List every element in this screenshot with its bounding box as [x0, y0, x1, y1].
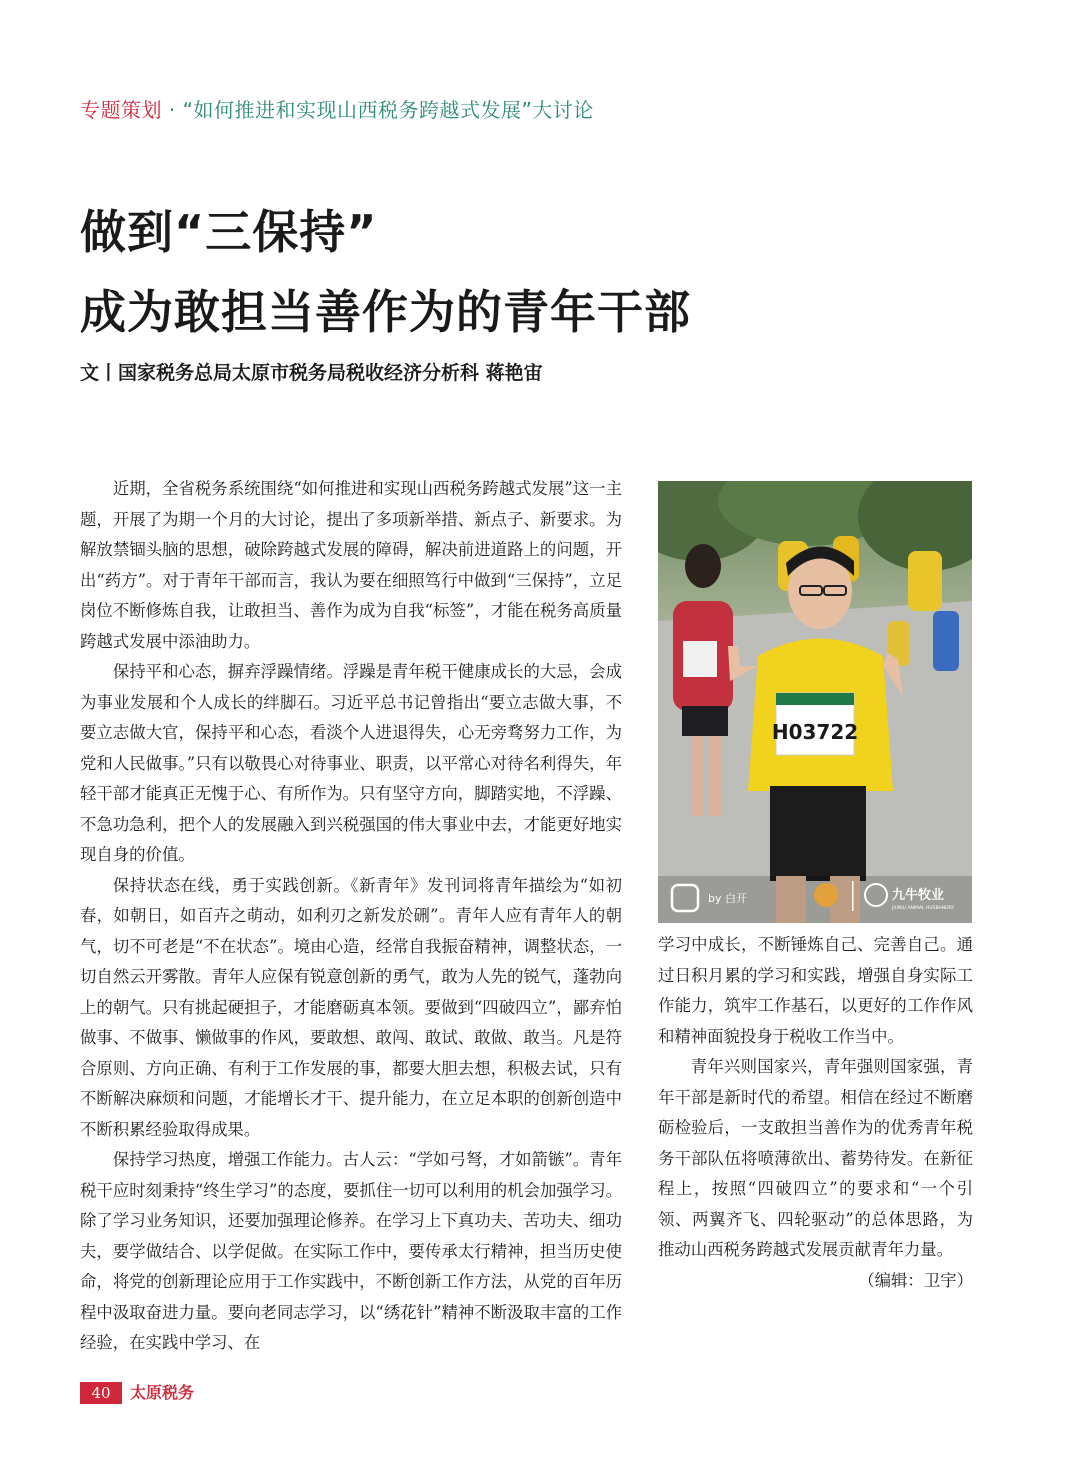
magazine-name: 太原税务: [130, 1383, 195, 1402]
right-column: [658, 930, 973, 1296]
marathon-photo: [658, 481, 972, 923]
editor-note: （编辑：卫宇）: [858, 1270, 973, 1290]
left-column: [80, 474, 622, 1359]
section-label: 专题策划: [80, 98, 162, 122]
body-paragraph: 保持学习热度，增强工作能力。古人云：“学如弓弩，才如箭镞”。青年税干应时刻秉持“终生学习”的态度，要抓住一切可以利用的机会加强学习。除了学习业务知识，还要加强理论修养。在学习上下真功夫、苦功夫、细功夫，要学做结合、以学促做。在实际工作中，要传承太行精神，担当历史使命，将党的创新理论应用于工作实践中，不断创新工作方法，从党的百年历程中汲取奋进力量。要向老同志学习，以“绣花针”精神不断汲取丰富的工作经验，在实践中学习、在: [80, 1150, 622, 1352]
sponsor-name-en: JIUNIU ANIMAL HUSBANDRY: [892, 906, 955, 911]
photo-credit: by 白开: [708, 892, 747, 905]
body-paragraph: 保持状态在线，勇于实践创新。《新青年》发刊词将青年描绘为“如初春，如朝日，如百卉之萌动，如利刃之新发於硎”。青年人应有青年人的朝气，切不可老是“不在状态”。境由心造，经常自我振奋精神，调整状态，一切自然云开雾散。青年人应保有锐意创新的勇气，敢为人先的锐气，蓬勃向上的朝气。只有挑起硬担子，才能磨砺真本领。要做到“四破四立”，鄙弃怕做事、不做事、懒做事的作风，要敢想、敢闯、敢试、敢做、敢当。凡是符合原则、方向正确、有利于工作发展的事，都要大胆去想，积极去试，只有不断解决麻烦和问题，才能增长才干、提升能力，在立足本职的创新创造中不断积累经验取得成果。: [80, 875, 622, 1139]
section-separator: ·: [168, 98, 176, 122]
bib-number: H03722: [771, 720, 859, 744]
article-byline: 文丨国家税务总局太原市税务局税收经济分析科 蒋艳宙: [80, 362, 543, 384]
body-paragraph: 青年兴则国家兴，青年强则国家强，青年干部是新时代的希望。相信在经过不断磨砺检验后，一支敢担当善作为的优秀青年税务干部队伍将喷薄欲出、蓄势待发。在新征程上，按照“四破四立”的要求和“一个引领、两翼齐飞、四轮驱动”的总体思路，为推动山西税务跨越式发展贡献青年力量。: [658, 1057, 973, 1259]
page-number: 40: [80, 1382, 122, 1404]
section-topic: “如何推进和实现山西税务跨越式发展”大讨论: [182, 98, 594, 122]
article-title-line2: 成为敢担当善作为的青年干部: [80, 285, 691, 339]
body-paragraph: 近期，全省税务系统围绕“如何推进和实现山西税务跨越式发展”这一主题，开展了为期一个月的大讨论，提出了多项新举措、新点子、新要求。为解放禁锢头脑的思想，破除跨越式发展的障碍，解决前进道路上的问题，开出“药方”。对于青年干部而言，我认为要在细照笃行中做到“三保持”，立足岗位不断修炼自我，让敢担当、善作为成为自我“标签”，才能在税务高质量跨越式发展中添油助力。: [80, 479, 622, 651]
sponsor-name: 九牛牧业: [892, 888, 945, 903]
article-title-line1: 做到“三保持”: [80, 205, 378, 259]
body-paragraph-continued: 学习中成长，不断锤炼自己、完善自己。通过日积月累的学习和实践，增强自身实际工作能力，筑牢工作基石，以更好的工作作风和精神面貌投身于税收工作当中。: [658, 935, 973, 1046]
section-header: [80, 94, 594, 123]
body-paragraph: 保持平和心态，摒弃浮躁情绪。浮躁是青年税干健康成长的大忌，会成为事业发展和个人成长的绊脚石。习近平总书记曾指出“要立志做大事，不要立志做大官，保持平和心态，看淡个人进退得失，心无旁骛努力工作，为党和人民做事。”只有以敬畏心对待事业、职责，以平常心对待名利得失，年轻干部才能真正无愧于心、有所作为。只有坚守方向，脚踏实地，不浮躁、不急功急利，把个人的发展融入到兴税强国的伟大事业中去，才能更好地实现自身的价值。: [80, 662, 622, 864]
